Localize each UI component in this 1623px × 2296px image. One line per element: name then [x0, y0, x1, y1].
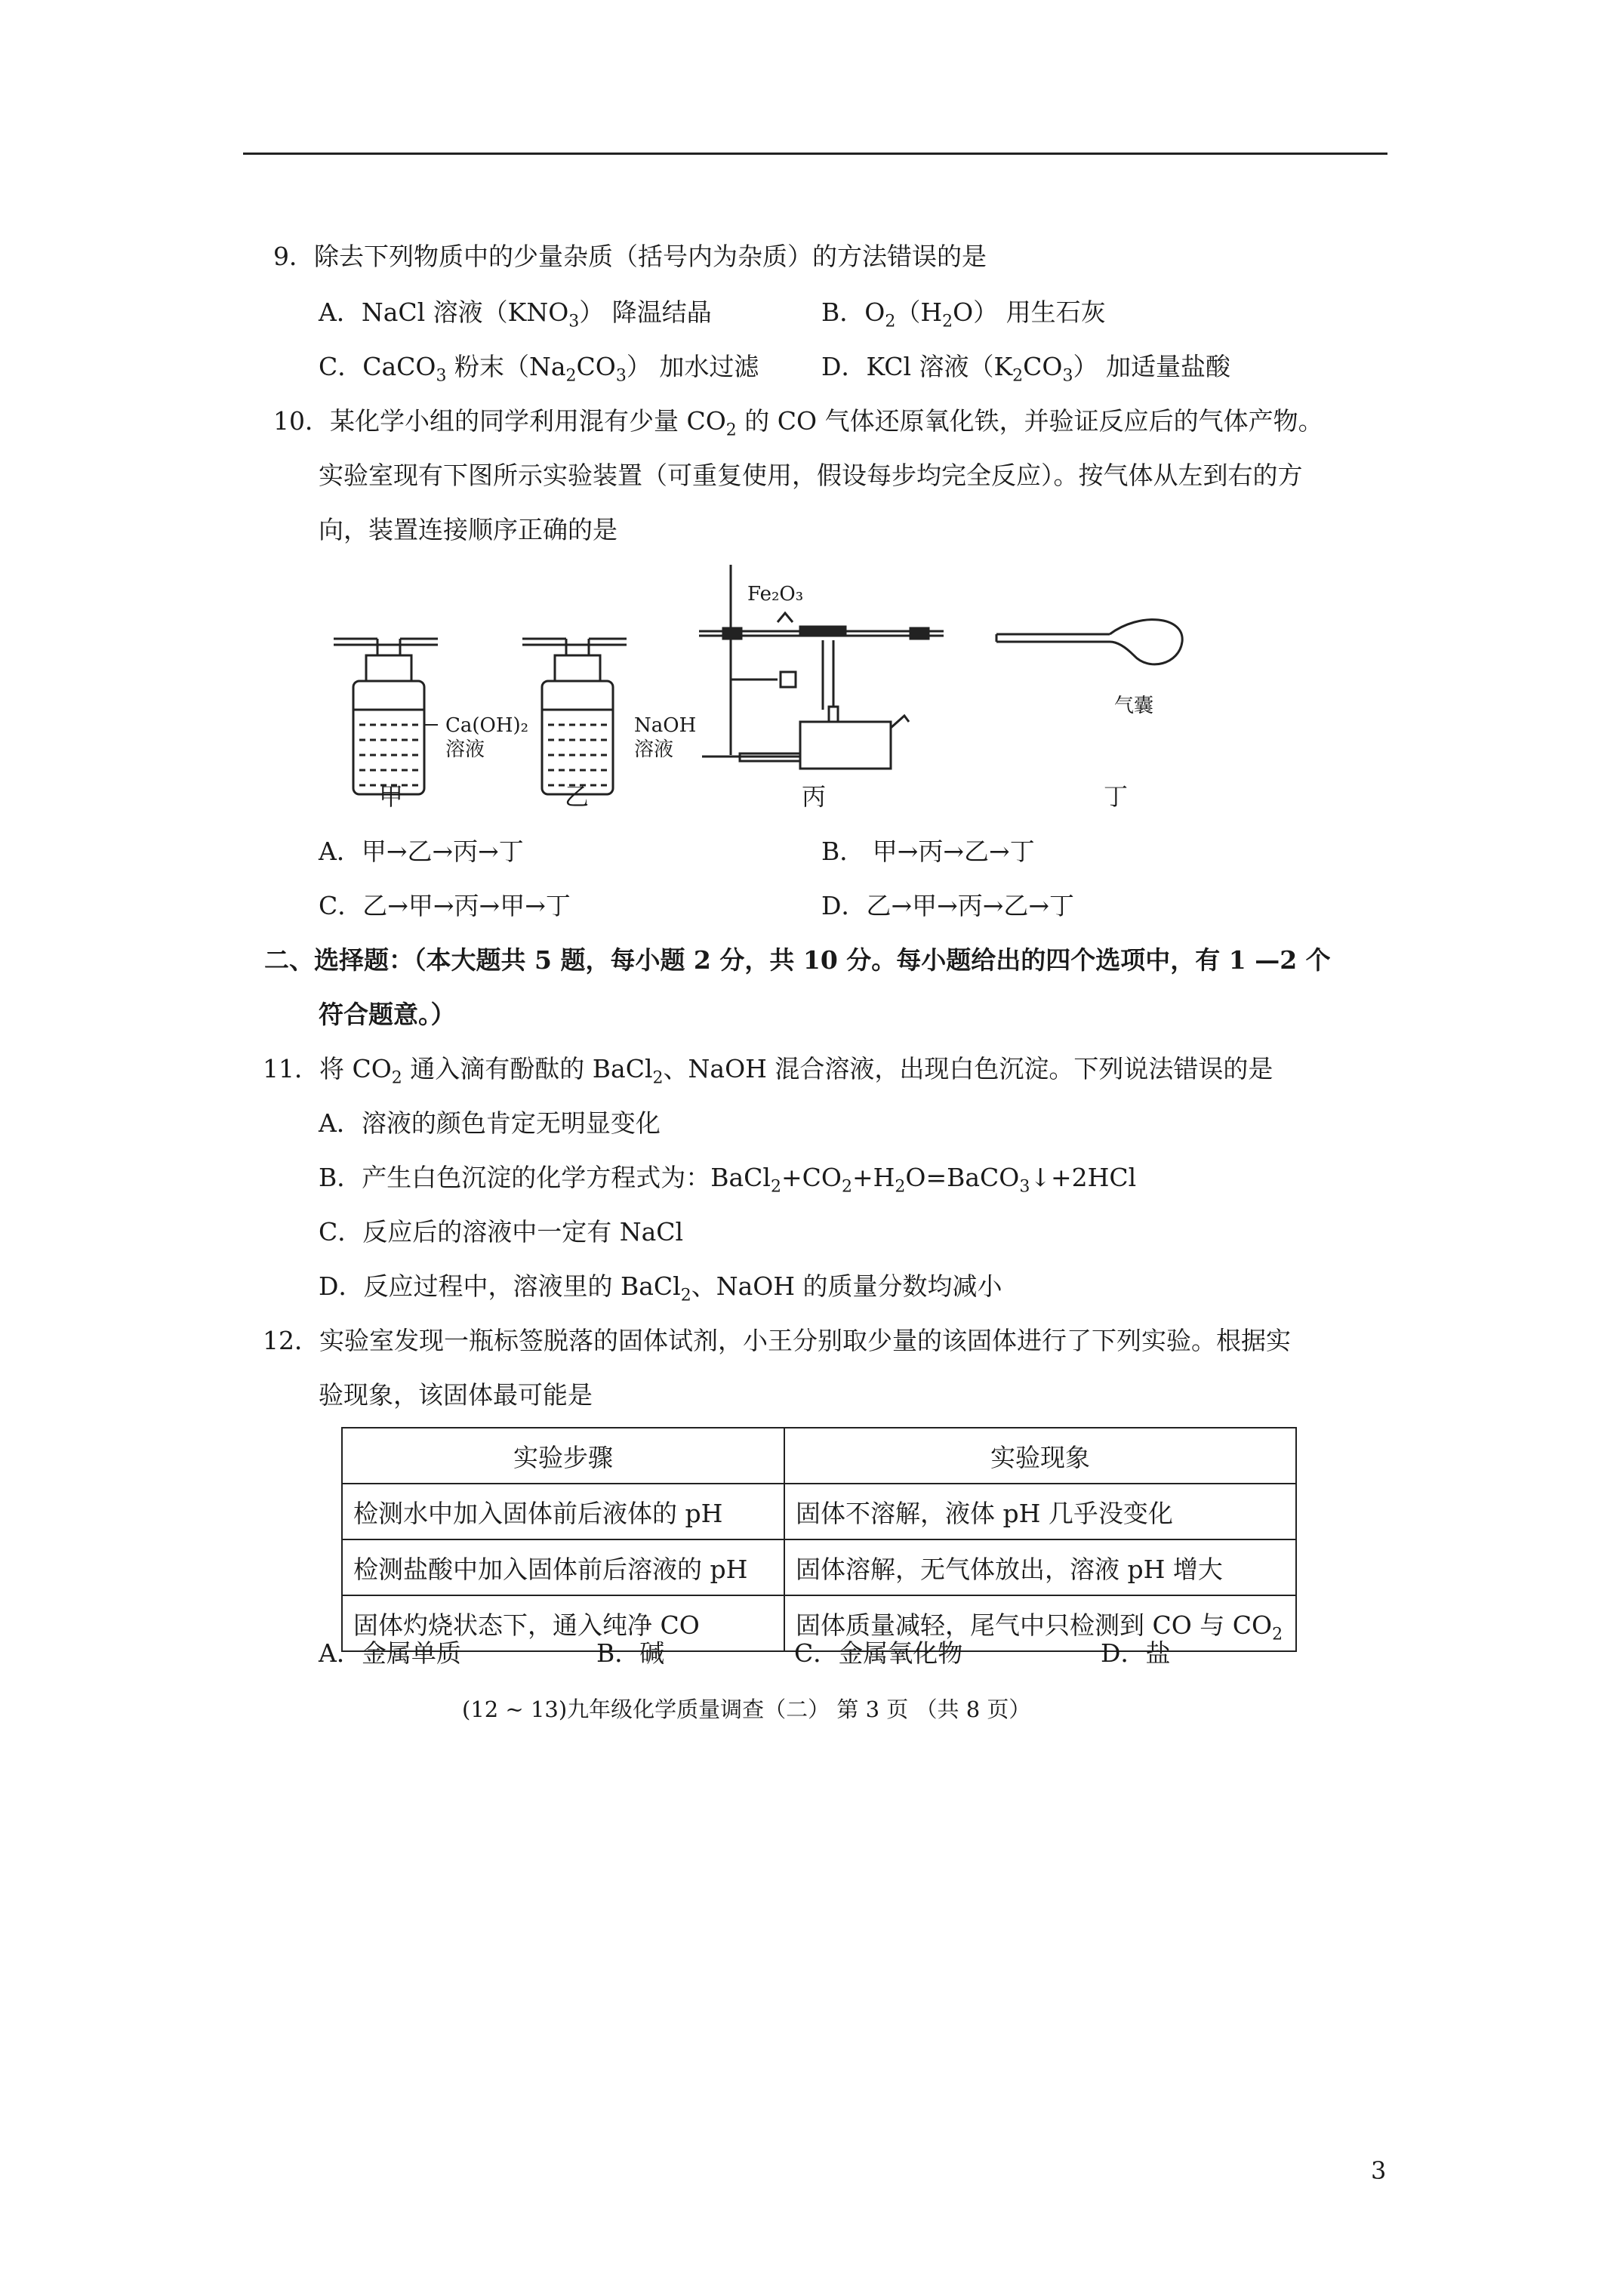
q12-stem-1: 12．实验室发现一瓶标签脱落的固体试剂，小王分别取少量的该固体进行了下列实验。根据实	[263, 1326, 1291, 1355]
q11-option-d: D．反应过程中，溶液里的 BaCl$_2$、NaOH 的质量分数均减小	[319, 1271, 1002, 1305]
q10-option-c: C．乙→甲→丙→甲→丁	[319, 891, 571, 920]
q11-stem: 11．将 $CO_2$ 通入滴有酚酞的 BaCl$_2$、NaOH 混合溶液，出现白色沉淀。下列说法错误的是	[263, 1054, 1273, 1088]
q9-stem: 9．除去下列物质中的少量杂质（括号内为杂质）的方法错误的是	[273, 242, 987, 271]
table-cell: 固体灼烧状态下，通入纯净 CO	[342, 1595, 784, 1651]
bottle-yi	[522, 639, 627, 794]
caoh2-label-2: 溶液	[445, 738, 485, 761]
q11-option-a: A．溶液的颜色肯定无明显变化	[319, 1108, 661, 1138]
label-jia: 甲	[379, 782, 404, 811]
section2-title-2: 符合题意。）	[319, 1000, 456, 1029]
q12-option-a: A．金属单质	[319, 1638, 461, 1668]
q10-option-d: D．乙→甲→丙→乙→丁	[821, 891, 1075, 920]
page-number: 3	[1371, 2156, 1387, 2185]
q9-option-a: A．NaCl 溶液$(KNO_3)$ 降温结晶	[319, 297, 712, 331]
apparatus-diagram	[325, 559, 1321, 815]
table-header-phenomena: 实验现象	[784, 1428, 1296, 1484]
table-header-steps: 实验步骤	[342, 1428, 784, 1484]
q10-stem-2: 实验室现有下图所示实验装置（可重复使用，假设每步均完全反应）。按气体从左到右的方	[319, 461, 1303, 490]
q9-option-c: C．CaCO$_3$ 粉末$(Na_2CO_3)$ 加水过滤	[319, 352, 759, 386]
table-cell: 固体溶解，无气体放出，溶液 pH 增大	[784, 1539, 1296, 1595]
label-bing: 丙	[802, 782, 827, 811]
header-rule	[243, 153, 1387, 155]
q11-option-c: C．反应后的溶液中一定有 NaCl	[319, 1217, 684, 1247]
q11-option-b: B．产生白色沉淀的化学方程式为：$BaCl_2+CO_2+H_2O=BaCO_3↓+2HCl$	[319, 1163, 1137, 1197]
table-cell: 检测盐酸中加入固体前后溶液的 pH	[342, 1539, 784, 1595]
q9-option-d: D．KCl 溶液$(K_2CO_3)$ 加适量盐酸	[821, 352, 1230, 386]
q12-option-c: C．金属氧化物	[794, 1638, 963, 1668]
q12-table	[341, 1427, 1297, 1652]
caoh2-label-1: Ca(OH)₂	[445, 714, 529, 737]
fe2o3-label: Fe₂O₃	[747, 583, 804, 606]
label-ding: 丁	[1104, 782, 1129, 811]
gas-bag-ding	[996, 620, 1182, 664]
naoh-label-1: NaOH	[634, 714, 697, 737]
naoh-label-2: 溶液	[634, 738, 674, 761]
q12-option-b: B．碱	[596, 1638, 665, 1668]
table-header-row	[342, 1428, 1296, 1484]
apparatus-bing	[699, 565, 944, 769]
q12-option-d: D．盐	[1101, 1638, 1171, 1668]
table-row	[342, 1539, 1296, 1595]
q10-stem-1: 10．某化学小组的同学利用混有少量 $CO_2$ 的 CO 气体还原氧化铁，并验证反应后的气体产物。	[273, 406, 1323, 440]
q10-stem-3: 向，装置连接顺序正确的是	[319, 515, 617, 544]
table-cell: 检测水中加入固体前后液体的 pH	[342, 1484, 784, 1539]
table-cell: 固体不溶解，液体 pH 几乎没变化	[784, 1484, 1296, 1539]
gas-bag-label: 气囊	[1114, 695, 1154, 717]
section2-title: 二、选择题：（本大题共 5 题，每小题 2 分，共 10 分。每小题给出的四个选项中，有 1 —2 个	[264, 945, 1331, 975]
table-row	[342, 1484, 1296, 1539]
q10-option-b: B． 甲→丙→乙→丁	[821, 837, 1035, 866]
q9-option-b: B．$O_2(H_2O)$ 用生石灰	[821, 297, 1106, 331]
bottle-jia	[334, 639, 438, 794]
apparatus-svg	[325, 559, 1321, 815]
q12-stem-2: 验现象，该固体最可能是	[319, 1380, 593, 1410]
table-cell: 固体质量减轻，尾气中只检测到 CO 与 $CO_2$	[784, 1595, 1296, 1651]
q10-option-a: A．甲→乙→丙→丁	[319, 837, 524, 866]
page-footer: (12 ~ 13)九年级化学质量调查（二） 第 3 页 （共 8 页）	[462, 1697, 1031, 1722]
label-yi: 乙	[565, 782, 590, 811]
